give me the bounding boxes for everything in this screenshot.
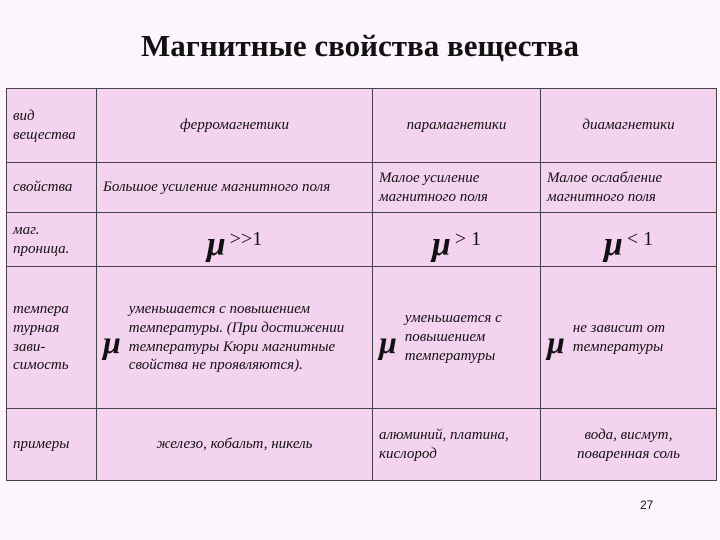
cell-dia-temperature bbox=[541, 267, 717, 409]
dia-temperature-text: не зависит от температуры bbox=[572, 319, 666, 355]
mu-symbol-icon: μ bbox=[206, 226, 226, 264]
cell-para-permeability bbox=[373, 213, 541, 267]
magnetic-properties-table bbox=[6, 88, 717, 481]
row-label-properties: свойства bbox=[7, 163, 97, 213]
header-substance-type: вид вещества bbox=[7, 89, 97, 163]
ferro-permeability-value: >>1 bbox=[229, 228, 263, 250]
cell-ferro-examples: железо, кобальт, никель bbox=[97, 409, 373, 481]
table-row-temperature bbox=[7, 267, 717, 409]
mu-symbol-icon: μ bbox=[431, 226, 451, 264]
para-permeability-value: > 1 bbox=[454, 228, 482, 250]
mu-symbol-icon: μ bbox=[379, 323, 397, 360]
row-label-permeability: маг. проница. bbox=[7, 213, 97, 267]
cell-dia-permeability bbox=[541, 213, 717, 267]
dia-permeability-value: < 1 bbox=[626, 228, 654, 250]
mu-symbol-icon: μ bbox=[603, 226, 623, 264]
cell-para-properties: Малое усиление магнитного поля bbox=[373, 163, 541, 213]
slide-title: Магнитные свойства вещества bbox=[140, 28, 580, 63]
cell-para-examples: алюминий, платина, кислород bbox=[373, 409, 541, 481]
ferro-temperature-text: уменьшается с повышением температуры. (При достижении температуры Кюри магнитные свойства не проявляются). bbox=[128, 301, 345, 374]
cell-ferro-permeability bbox=[97, 213, 373, 267]
row-label-examples: примеры bbox=[7, 409, 97, 481]
table-row-examples bbox=[7, 409, 717, 481]
cell-para-temperature bbox=[373, 267, 541, 409]
row-label-temperature: темпера турная зави- симость bbox=[7, 267, 97, 409]
page-number: 27 bbox=[640, 498, 654, 512]
table-row-permeability bbox=[7, 213, 717, 267]
header-paramagnetics: парамагнетики bbox=[373, 89, 541, 163]
para-temperature-text: уменьшается с повышением температуры bbox=[404, 310, 502, 364]
cell-ferro-temperature bbox=[97, 267, 373, 409]
mu-symbol-icon: μ bbox=[103, 323, 121, 360]
table-row-properties bbox=[7, 163, 717, 213]
cell-dia-examples: вода, висмут, поваренная соль bbox=[541, 409, 717, 481]
mu-symbol-icon: μ bbox=[547, 323, 565, 360]
cell-ferro-properties: Большое усиление магнитного поля bbox=[97, 163, 373, 213]
header-diamagnetics: диамагнетики bbox=[541, 89, 717, 163]
header-ferromagnetics: ферромагнетики bbox=[97, 89, 373, 163]
table-header-row bbox=[7, 89, 717, 163]
cell-dia-properties: Малое ослабление магнитного поля bbox=[541, 163, 717, 213]
